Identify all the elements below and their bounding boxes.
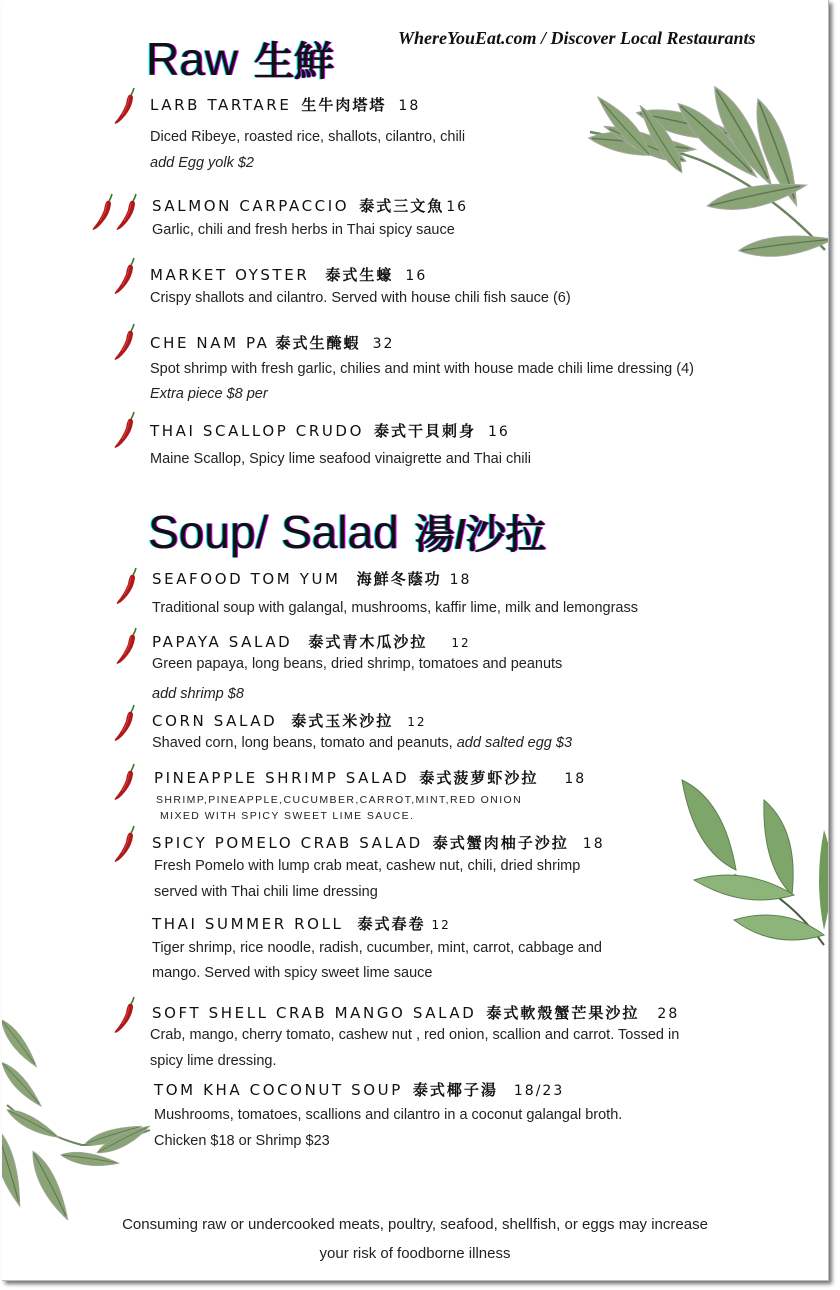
- menu-item-title: MARKET OYSTER 泰式生蠔 16: [150, 266, 428, 284]
- chili-spicy-icon: [112, 86, 138, 126]
- menu-item-description-line2: mango. Served with spicy sweet lime sauce: [152, 965, 433, 981]
- chili-spicy-icon: [114, 192, 140, 232]
- menu-item-description-line2: spicy lime dressing.: [150, 1053, 277, 1069]
- chili-spicy-icon: [112, 322, 138, 362]
- menu-item-description: SHRIMP,PINEAPPLE,CUCUMBER,CARROT,MINT,RED ONION: [156, 794, 523, 806]
- menu-item-title: TOM KHA COCONUT SOUP 泰式椰子湯 18/23: [154, 1081, 565, 1099]
- menu-item-title: SALMON CARPACCIO 泰式三文魚 16: [152, 197, 469, 215]
- menu-item-description: Traditional soup with galangal, mushrooms, kaffir lime, milk and lemongrass: [152, 600, 638, 616]
- menu-page: [2, 0, 829, 1281]
- chili-spicy-icon: [114, 626, 140, 666]
- chili-spicy-icon: [112, 256, 138, 296]
- section-title-en: Soup/ Salad: [148, 506, 399, 558]
- leaf-branch-bottom-left-icon: [2, 1005, 152, 1220]
- section-title-cn: 生鮮: [254, 40, 335, 84]
- menu-item-title: PINEAPPLE SHRIMP SALAD 泰式菠萝虾沙拉 18: [154, 769, 587, 787]
- chili-spicy-icon: [112, 410, 138, 450]
- food-safety-disclaimer: [2, 1210, 828, 1268]
- menu-item-description: Maine Scallop, Spicy lime seafood vinaigrette and Thai chili: [150, 451, 531, 467]
- disclaimer-line-2: your risk of foodborne illness: [319, 1245, 511, 1262]
- menu-item-description: Diced Ribeye, roasted rice, shallots, cilantro, chili: [150, 129, 466, 145]
- menu-item-description-line2: served with Thai chili lime dressing: [154, 884, 378, 900]
- menu-item-title: LARB TARTARE 生牛肉塔塔 18: [150, 96, 421, 114]
- menu-item-description-line2: Chicken $18 or Shrimp $23: [154, 1133, 330, 1149]
- menu-item-title: THAI SUMMER ROLL 泰式春卷 12: [152, 915, 451, 933]
- leaf-branch-mid-right-icon: [674, 770, 829, 950]
- chili-spicy-icon: [112, 824, 138, 864]
- menu-item-description: Mushrooms, tomatoes, scallions and cilantro in a coconut galangal broth.: [154, 1107, 623, 1123]
- menu-item-title: PAPAYA SALAD 泰式青木瓜沙拉 12: [152, 633, 471, 651]
- chili-spicy-icon: [114, 566, 140, 606]
- menu-item-description: Green papaya, long beans, dried shrimp, tomatoes and peanuts: [152, 656, 563, 672]
- chili-spicy-icon: [112, 995, 138, 1035]
- menu-item-title: SEAFOOD TOM YUM 海鮮冬蔭功 18: [152, 570, 472, 588]
- menu-item-description: Spot shrimp with fresh garlic, chilies and mint with house made chili lime dressing (4): [150, 361, 694, 377]
- site-watermark: WhereYouEat.com / Discover Local Restaurants: [398, 28, 756, 48]
- chili-spicy-icon: [112, 703, 138, 743]
- section-title-en: Raw: [146, 33, 239, 85]
- menu-item-addon: Extra piece $8 per: [150, 386, 268, 402]
- chili-spicy-icon: [112, 762, 138, 802]
- section-title-raw: [146, 30, 334, 87]
- menu-item-addon: add shrimp $8: [152, 686, 244, 702]
- section-title-soup-salad: [148, 503, 546, 560]
- menu-item-description: Fresh Pomelo with lump crab meat, cashew nut, chili, dried shrimp: [154, 858, 581, 874]
- menu-item-title: CHE NAM PA 泰式生醃蝦 32: [150, 334, 395, 352]
- menu-item-description: Crispy shallots and cilantro. Served with house chili fish sauce (6): [150, 290, 571, 306]
- chili-spicy-icon: [90, 192, 116, 232]
- section-title-cn: 湯/沙拉: [414, 513, 546, 557]
- leaf-branch-top-right-icon: [580, 70, 829, 260]
- menu-item-description-line2: MIXED WITH SPICY SWEET LIME SAUCE.: [160, 810, 415, 822]
- menu-item-description: Garlic, chili and fresh herbs in Thai spicy sauce: [152, 222, 455, 238]
- menu-item-description: Crab, mango, cherry tomato, cashew nut , red onion, scallion and carrot. Tossed in: [150, 1027, 680, 1043]
- menu-item-title: SOFT SHELL CRAB MANGO SALAD 泰式軟殼蟹芒果沙拉 28: [152, 1004, 680, 1022]
- menu-item-title: THAI SCALLOP CRUDO 泰式干貝刺身 16: [150, 422, 510, 440]
- menu-item-addon: add Egg yolk $2: [150, 155, 254, 171]
- menu-item-description: Shaved corn, long beans, tomato and peanuts, add salted egg $3: [152, 735, 573, 751]
- menu-item-description: Tiger shrimp, rice noodle, radish, cucumber, mint, carrot, cabbage and: [152, 940, 602, 956]
- menu-item-addon: add salted egg $3: [456, 735, 573, 751]
- menu-item-title: SPICY POMELO CRAB SALAD 泰式蟹肉柚子沙拉 18: [152, 834, 605, 852]
- disclaimer-line-1: Consuming raw or undercooked meats, poultry, seafood, shellfish, or eggs may increase: [122, 1216, 708, 1233]
- menu-item-title: CORN SALAD 泰式玉米沙拉 12: [152, 712, 427, 730]
